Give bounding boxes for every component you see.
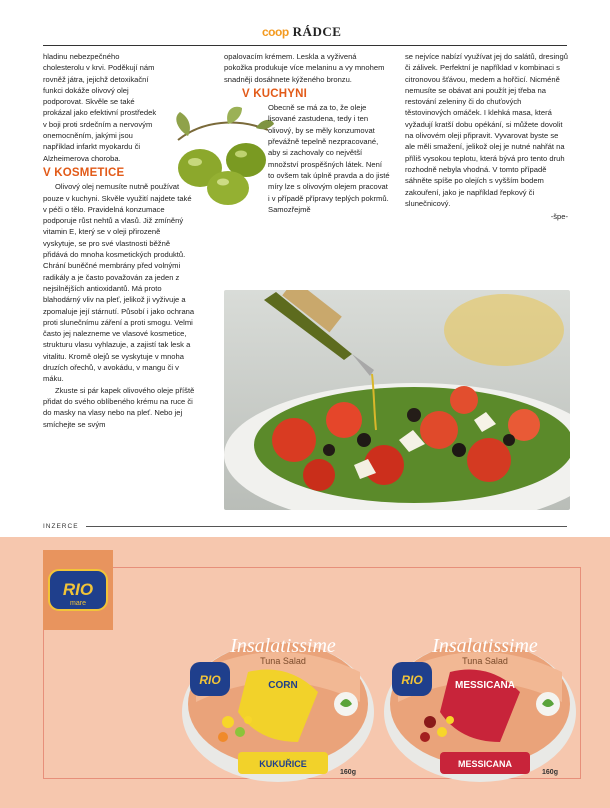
coop-logo: coop	[262, 25, 289, 39]
advertisement-label: INZERCE	[43, 523, 79, 530]
column2-paragraph-1: opalovacím krémem. Leskla a vyživená pokožka produkuje více melaninu a vy mnohem snadněji dosáhnete kýženého bronzu.	[224, 52, 385, 84]
corn-tin-name: KUKUŘICE	[259, 759, 307, 769]
product-tin-corn	[178, 592, 378, 792]
column2-paragraph-2: Obecně se má za to, že oleje lisované zastudena, tedy i ten olivový, by se měly konzumovat převážně tepelně nezpracované, aby si zachovaly co největší množství prospěšných látek. Není to ovšem tak úplně pravda a do jisté míry lze s olivovým olejem pracovat i v případě přípravy teplých pokrmů. Samozřejmě	[268, 103, 390, 214]
column1-paragraph-3: Zkuste si pár kapek olivového oleje příště přidat do svého oblíbeného krému na ruce či do masky na vlasy nebo na pleť. Nebo jej smíchejte se svým	[43, 385, 195, 429]
product-tin-messicana	[380, 592, 580, 792]
svg-text:mare: mare	[70, 600, 86, 607]
rio-mare-logo-text: RIO	[62, 580, 94, 599]
corn-tin-line: Insalatissime	[230, 635, 336, 657]
svg-text:Tuna Salad: Tuna Salad	[462, 656, 508, 666]
heading-kitchen: V KUCHYNI	[242, 87, 308, 100]
messicana-tin-line: Insalatissime	[432, 635, 538, 657]
corn-tin-weight: 160g	[340, 769, 356, 776]
brand	[262, 22, 341, 42]
heading-cosmetics: V KOSMETICE	[43, 166, 125, 179]
corn-tin-flavor: CORN	[268, 680, 298, 691]
messicana-tin-weight: 160g	[542, 769, 558, 776]
section-title: RÁDCE	[292, 24, 342, 39]
corn-tin-brand: RIO	[199, 673, 221, 687]
salad-photo	[224, 290, 570, 510]
header-divider	[43, 45, 567, 46]
page-header	[0, 0, 610, 46]
article-column-3	[405, 51, 568, 222]
column3-paragraph-1: se nejvíce nabízí využívat jej do salátů, dresingů či zálivek. Perfektní je například v kombinaci s citronovou šťávou, medem a hořčicí. Nicméně nemusíte se obávat ani použít jej třeba na restování zeleniny či do chuťových těstovinových omáček. I klehká masa, která vyžadují kratší dobu opékání, si můžete dovolit na olivovém oleji připravit. Vyvarovat byste se ale měli smažení, jelikož olej je nutné nahřát na příliš vysokou teplotu, která bývá pro tento druh rozhodně nebyla vhodná. V tomto případě sáhněte spíše po olejích s vyšším bodem zakouření, jako je například řepkový či slunečnicový.	[405, 52, 568, 208]
messicana-tin-flavor: MESSICANA	[454, 680, 516, 691]
messicana-tin-name: MESSICANA	[457, 759, 513, 769]
author-signature: -špe-	[550, 212, 568, 222]
column1-paragraph-1: hladinu nebezpečného cholesterolu v krvi. Poděkují nám rovněž játra, jejichž detoxikační funkci dokáže olivový olej podporovat. Skvěle se také prokázal jako efektivní prostředek v boji proti srdečním a nervovým onemocněním, jakými jsou například infarkt myokardu či Alzheimerova choroba.	[43, 52, 157, 163]
svg-text:Tuna Salad: Tuna Salad	[260, 656, 306, 666]
article-column-2	[224, 51, 390, 215]
advertisement-divider	[86, 526, 567, 527]
messicana-tin-brand: RIO	[401, 673, 423, 687]
column1-paragraph-2: Olivový olej nemusíte nutně používat pouze v kuchyni. Skvěle využití najdete také v péči o tělo. Pravidelná konzumace podporuje růst nehtů a vlasů. Již zmíněný vitamin E, který se v oleji přirozeně vyskytuje, se pro své vlastnosti běžně přidává do mnoha kosmetických produktů. Chrání buněčné membrány před volnými radikály a je často považován za jeden z nejsilnějších antioxidantů. Má proto blahodárný vliv na pleť, jelikož ji vyživuje a zpomaluje její stárnutí. Působí i jako ochrana proti slunečnímu záření a proti smogu. Velmi často jej nalezneme ve vlasové kosmetice, strukturu vlasu vyhlazuje, a zajistí tak lesk a vitalitu. Kromě olejů se vyskytuje v mnoha druzích ořechů, v avokádu, v mangu či v máku.	[43, 182, 195, 384]
rio-mare-logo	[43, 550, 113, 630]
